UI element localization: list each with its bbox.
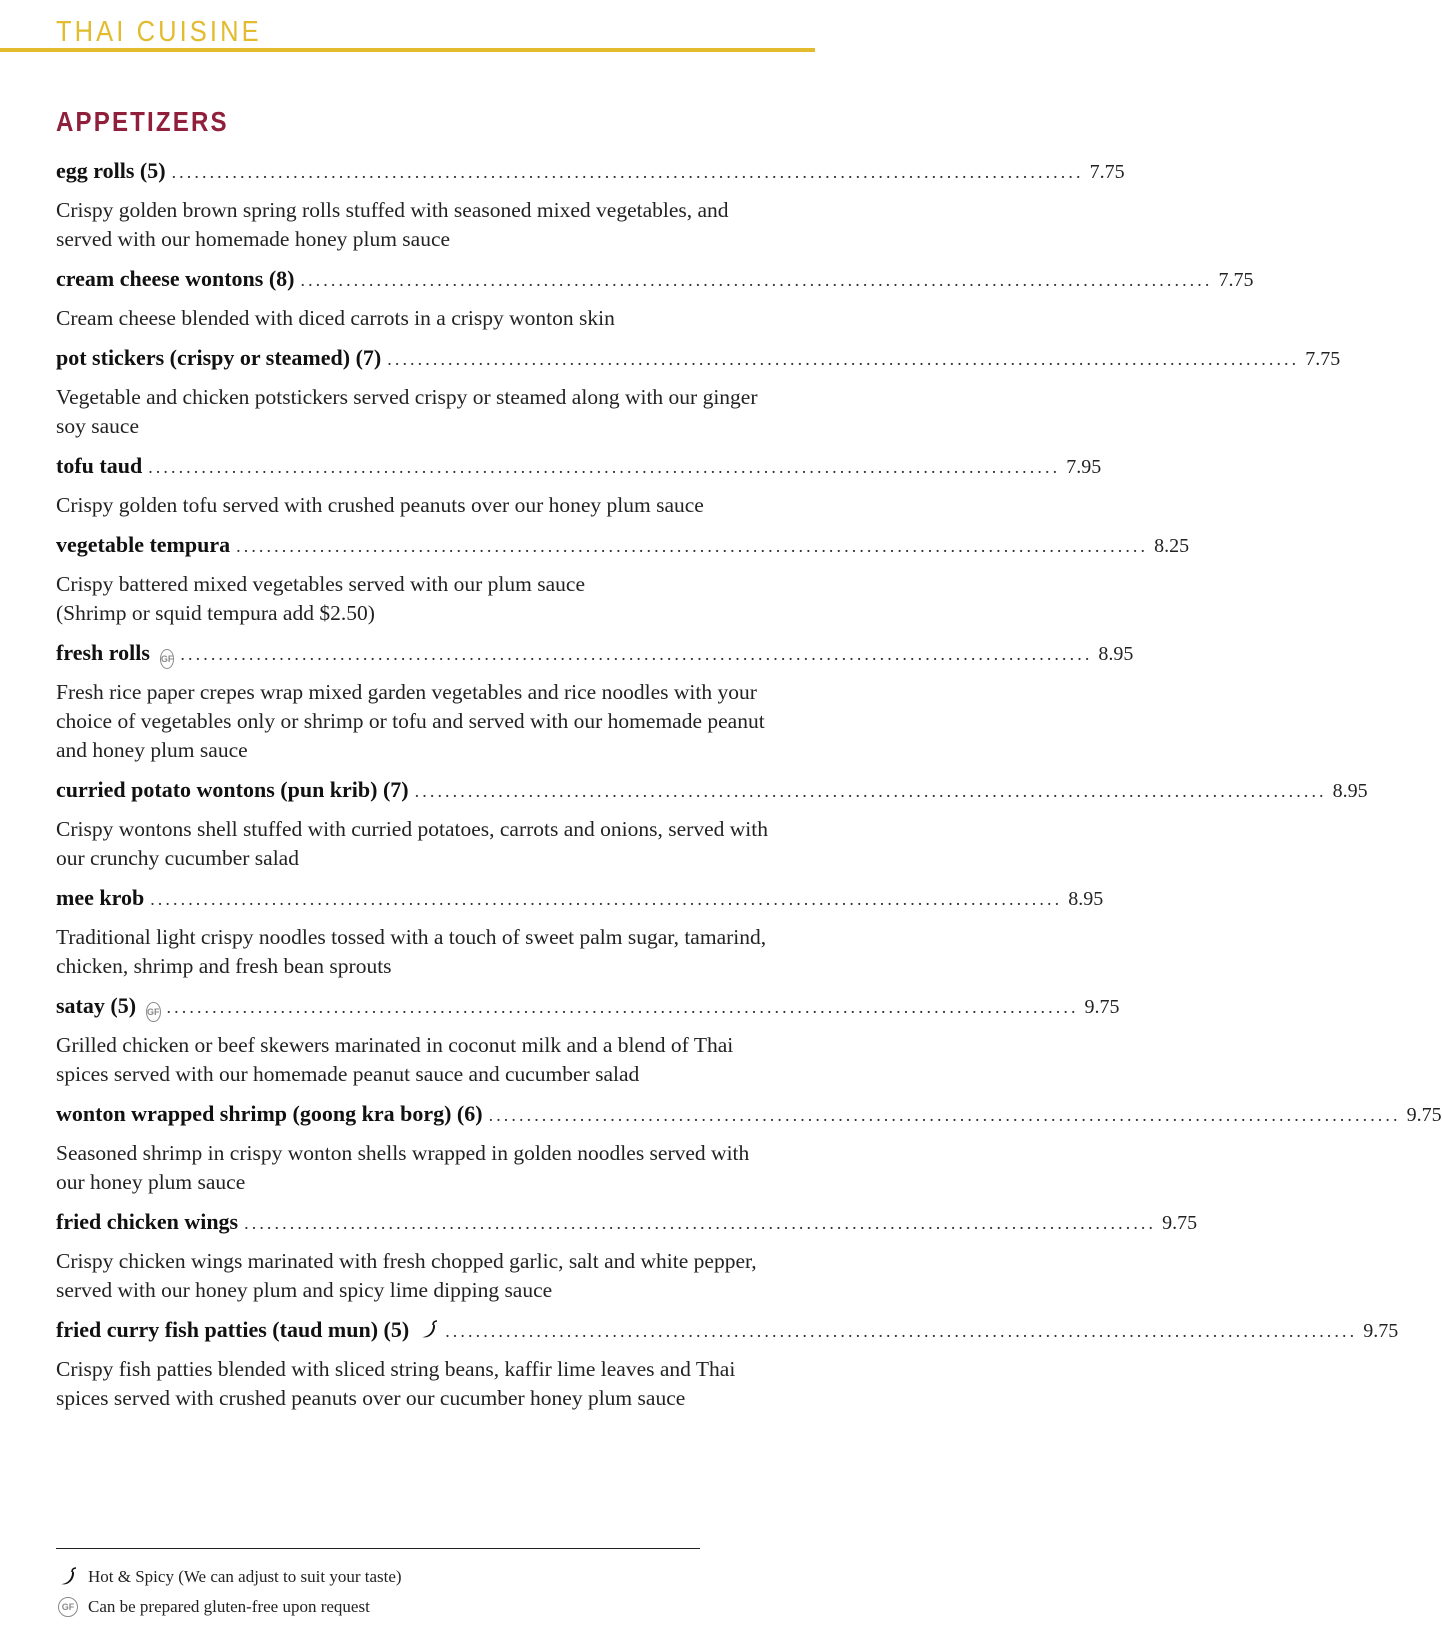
dot-leader: ........................................................................................................................ bbox=[236, 536, 1149, 556]
legend-gluten-free bbox=[56, 1597, 370, 1617]
item-description: Traditional light crispy noodles tossed with a touch of sweet palm sugar, tamarind, chicken, shrimp and fresh bean sprouts bbox=[56, 925, 767, 978]
item-name: tofu taud bbox=[56, 453, 143, 478]
dot-leader: ........................................................................................................................ bbox=[171, 162, 1084, 182]
item-price: 8.95 bbox=[1068, 888, 1104, 910]
item-name: fresh rolls bbox=[56, 640, 150, 665]
item-name: wonton wrapped shrimp (goong kra borg) (6) bbox=[56, 1101, 483, 1126]
dot-leader: ........................................................................................................................ bbox=[300, 270, 1213, 290]
item-price: 7.95 bbox=[1066, 456, 1102, 478]
item-description: Grilled chicken or beef skewers marinated in coconut milk and a blend of Thai spices served with our homemade peanut sauce and cucumber salad bbox=[56, 1033, 734, 1086]
section-title-appetizers: APPETIZERS bbox=[56, 106, 229, 137]
dot-leader: ........................................................................................................................ bbox=[150, 889, 1063, 909]
item-name: fried chicken wings bbox=[56, 1209, 239, 1234]
menu-item bbox=[56, 777, 1368, 873]
dot-leader: ........................................................................................................................ bbox=[488, 1105, 1401, 1125]
legend-gf-icon-wrap bbox=[56, 1597, 80, 1617]
header-divider bbox=[0, 48, 815, 52]
item-description: Crispy golden brown spring rolls stuffed with seasoned mixed vegetables, and served with our homemade honey plum sauce bbox=[56, 198, 729, 251]
item-name: egg rolls (5) bbox=[56, 158, 166, 183]
gluten-free-icon: GF bbox=[146, 1002, 161, 1022]
item-description: Crispy fish patties blended with sliced string beans, kaffir lime leaves and Thai spices served with crushed peanuts over our cucumber honey plum sauce bbox=[56, 1357, 736, 1410]
menu-item bbox=[56, 532, 1190, 628]
gluten-free-icon: GF bbox=[160, 649, 175, 669]
item-price: 9.75 bbox=[1162, 1212, 1198, 1234]
footer-divider bbox=[56, 1548, 700, 1549]
item-name: fried curry fish patties (taud mun) (5) bbox=[56, 1317, 410, 1342]
menu-item bbox=[56, 266, 1254, 333]
dot-leader: ........................................................................................................................ bbox=[244, 1213, 1157, 1233]
item-description bbox=[56, 570, 774, 628]
chili-pepper-icon bbox=[419, 1320, 439, 1345]
menu-item bbox=[56, 885, 1104, 981]
page-header bbox=[0, 0, 815, 52]
menu-item bbox=[56, 1317, 1399, 1413]
item-price: 8.25 bbox=[1154, 535, 1190, 557]
menu-item bbox=[56, 640, 1134, 765]
item-description: Seasoned shrimp in crispy wonton shells wrapped in golden noodles served with our honey plum sauce bbox=[56, 1141, 750, 1194]
menu-item bbox=[56, 453, 1102, 520]
item-name: curried potato wontons (pun krib) (7) bbox=[56, 777, 409, 802]
dot-leader: ........................................................................................................................ bbox=[387, 349, 1300, 369]
item-price: 7.75 bbox=[1218, 269, 1254, 291]
item-price: 9.75 bbox=[1406, 1104, 1442, 1126]
item-name: cream cheese wontons (8) bbox=[56, 266, 295, 291]
item-name: satay (5) bbox=[56, 993, 137, 1018]
item-description: Crispy wontons shell stuffed with curried potatoes, carrots and onions, served with our crunchy cucumber salad bbox=[56, 817, 768, 870]
item-price: 9.75 bbox=[1363, 1320, 1399, 1342]
item-price: 9.75 bbox=[1084, 996, 1120, 1018]
legend-gf-text: Can be prepared gluten-free upon request bbox=[88, 1597, 370, 1616]
item-description: Fresh rice paper crepes wrap mixed garden vegetables and rice noodles with your choice of vegetables only or shrimp or tofu and served with our homemade peanut and honey plum sauce bbox=[56, 680, 765, 762]
dot-leader: ........................................................................................................................ bbox=[445, 1321, 1358, 1341]
item-price: 7.75 bbox=[1305, 348, 1341, 370]
gluten-free-icon: GF bbox=[58, 1597, 78, 1617]
item-name: mee krob bbox=[56, 885, 145, 910]
cuisine-title: THAI CUISINE bbox=[56, 16, 262, 48]
legend-spicy-text: Hot & Spicy (We can adjust to suit your taste) bbox=[88, 1567, 402, 1586]
item-name: vegetable tempura bbox=[56, 532, 231, 557]
item-description: Crispy golden tofu served with crushed peanuts over our honey plum sauce bbox=[56, 493, 704, 517]
menu-item bbox=[56, 158, 1125, 254]
item-description: Crispy chicken wings marinated with fresh chopped garlic, salt and white pepper, served with our honey plum and spicy lime dipping sauce bbox=[56, 1249, 757, 1302]
item-name: pot stickers (crispy or steamed) (7) bbox=[56, 345, 382, 370]
item-description: Vegetable and chicken potstickers served crispy or steamed along with our ginger soy sauce bbox=[56, 385, 758, 438]
dot-leader: ........................................................................................................................ bbox=[180, 644, 1093, 664]
chili-pepper-icon bbox=[56, 1567, 80, 1587]
menu-item bbox=[56, 1101, 1442, 1197]
item-price: 8.95 bbox=[1098, 643, 1134, 665]
dot-leader: ........................................................................................................................ bbox=[166, 997, 1079, 1017]
item-description-note: (Shrimp or squid tempura add $2.50) bbox=[56, 601, 375, 625]
item-price: 7.75 bbox=[1089, 161, 1125, 183]
menu-items-list bbox=[56, 158, 1442, 1425]
item-description-line: Crispy battered mixed vegetables served with our plum sauce bbox=[56, 572, 585, 596]
item-price: 8.95 bbox=[1332, 780, 1368, 802]
legend-spicy bbox=[56, 1567, 402, 1587]
menu-item bbox=[56, 1209, 1198, 1305]
item-description: Cream cheese blended with diced carrots in a crispy wonton skin bbox=[56, 306, 615, 330]
menu-item bbox=[56, 345, 1341, 441]
menu-item bbox=[56, 993, 1120, 1089]
dot-leader: ........................................................................................................................ bbox=[414, 781, 1327, 801]
dot-leader: ........................................................................................................................ bbox=[148, 457, 1061, 477]
